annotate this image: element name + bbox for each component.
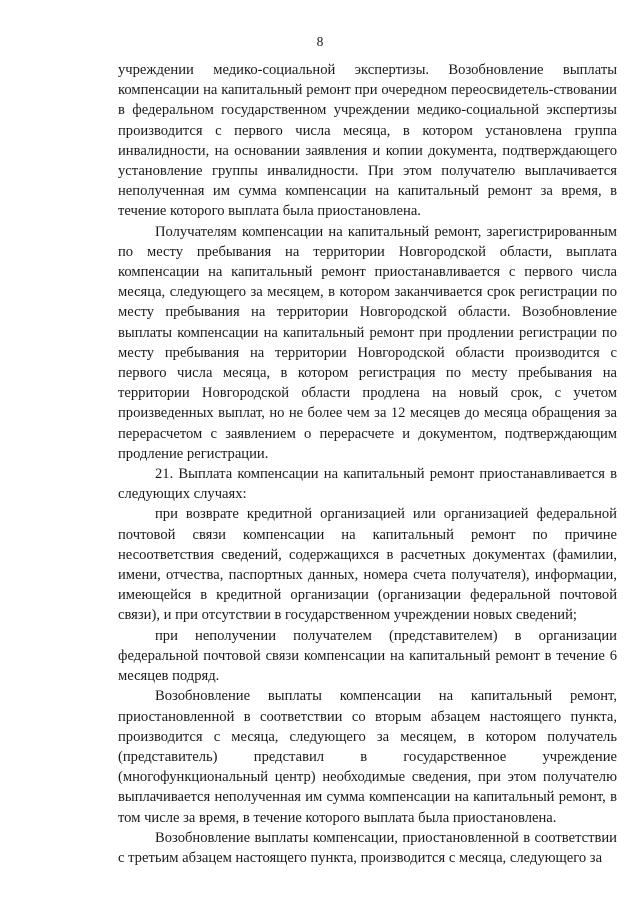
paragraph-3: 21. Выплата компенсации на капитальный ремонт приостанавливается в следующих случаях: — [118, 466, 617, 503]
paragraph-1: учреждении медико-социальной экспертизы. Возобновление выплаты компенсации на капитальный ремонт при очередном переосвидетель-ствовании в федеральном государственном учреждении медико-социальной экспертизы производится с первого числа месяца, в котором установлена группа инвалидности, на основании заявления и копии документа, подтверждающего установление группы инвалидности. При этом получателю выплачивается неполученная им сумма компенсации на капитальный ремонт за время, в течение которого выплата была приостановлена. — [118, 62, 617, 220]
paragraph-4: при возврате кредитной организацией или организацией федеральной почтовой связи компенсации на капитальный ремонт по причине несоответствия сведений, содержащихся в расчетных документах (фамилии, имени, отчества, паспортных данных, номера счета получателя), информации, имеющейся в кредитной организации (организации федеральной почтовой связи), и при отсутствии в государственном учреждении новых сведений; — [118, 506, 617, 624]
paragraph-7: Возобновление выплаты компенсации, приостановленной в соответствии с третьим абзацем настоящего пункта, производится с месяца, следующего за — [118, 829, 617, 866]
paragraph-5: при неполучении получателем (представителем) в организации федеральной почтовой связи компенсации на капитальный ремонт в течение 6 месяцев подряд. — [118, 627, 617, 685]
page-number: 8 — [316, 34, 324, 49]
document-body — [118, 60, 617, 868]
paragraph-2: Получателям компенсации на капитальный ремонт, зарегистрированным по месту пребывания на территории Новгородской области, выплата компенсации на капитальный ремонт приостанавливается с первого числа месяца, следующего за месяцем, в котором заканчивается срок регистрации по месту пребывания на территории Новгородской области. Возобновление выплаты компенсации на капитальный ремонт при продлении регистрации по месту пребывания на территории Новгородской области производится с первого числа месяца, в котором регистрация по месту пребывания на территории Новгородской области продлена на новый срок, с учетом произведенных выплат, но не более чем за 12 месяцев до месяца обращения за перерасчетом с заявлением о перерасчете и документом, подтверждающим продление регистрации. — [118, 223, 617, 462]
paragraph-6: Возобновление выплаты компенсации на капитальный ремонт, приостановленной в соответствии со вторым абзацем настоящего пункта, производится с месяца, следующего за месяцем, в котором получатель (представитель) представил в государственное учреждение (многофункциональный центр) необходимые сведения, при этом получателю выплачивается неполученная им сумма компенсации на капитальный ремонт, в том числе за время, в течение которого выплата была приостановлена. — [118, 688, 617, 826]
